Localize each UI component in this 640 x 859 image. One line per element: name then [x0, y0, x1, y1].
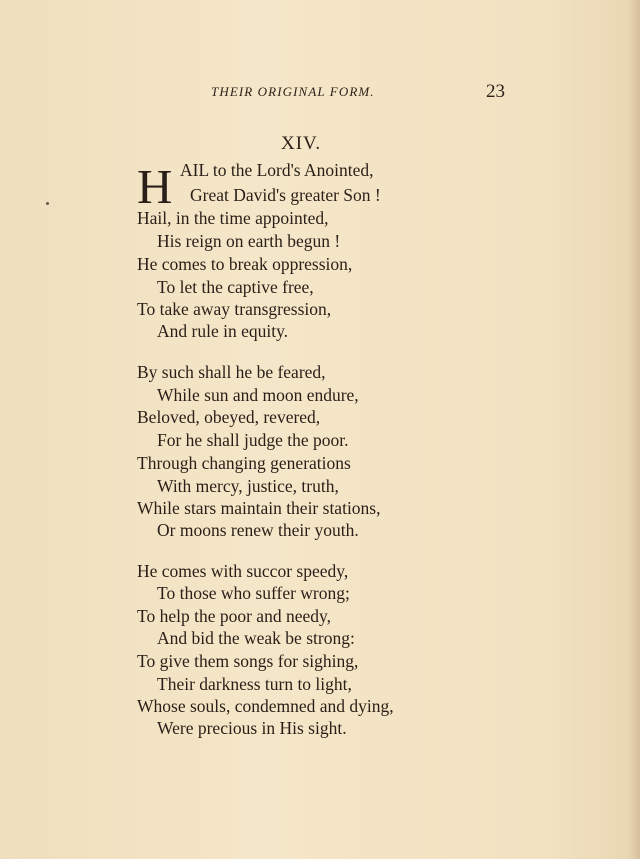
- poem-line: Hail, in the time appointed,: [137, 208, 329, 228]
- poem-line: His reign on earth begun !: [157, 231, 341, 251]
- poem-line: While sun and moon endure,: [157, 385, 359, 405]
- poem-line: AIL to the Lord's Anointed,: [180, 160, 374, 180]
- poem-line: To let the captive free,: [157, 277, 314, 297]
- page-number: 23: [486, 81, 505, 102]
- poem-line: Beloved, obeyed, revered,: [137, 407, 321, 427]
- poem-line: Whose souls, condemned and dying,: [137, 696, 394, 716]
- poem-line: While stars maintain their stations,: [137, 498, 381, 518]
- poem-line: He comes with succor speedy,: [137, 561, 349, 581]
- drop-cap: H: [137, 159, 173, 214]
- running-head: THEIR ORIGINAL FORM.: [211, 84, 375, 99]
- poem-line: To give them songs for sighing,: [137, 651, 359, 671]
- poem-line: Or moons renew their youth.: [157, 520, 359, 540]
- poem-line: Through changing generations: [137, 453, 351, 473]
- poem-line: By such shall he be feared,: [137, 362, 326, 382]
- section-numeral: XIV.: [281, 133, 322, 154]
- poem-line: With mercy, justice, truth,: [157, 476, 339, 496]
- poem-line: Were precious in His sight.: [157, 718, 347, 738]
- poem-line: Great David's greater Son !: [190, 185, 381, 205]
- poem-line: To take away transgression,: [137, 299, 332, 319]
- poem-line: He comes to break oppression,: [137, 254, 353, 274]
- poem-line: And bid the weak be strong:: [157, 628, 355, 648]
- ink-speck: [46, 202, 49, 205]
- poem-line: For he shall judge the poor.: [157, 430, 349, 450]
- poem-line: To those who suffer wrong;: [157, 583, 350, 603]
- page-edge-shadow: [628, 0, 640, 859]
- poem-line: Their darkness turn to light,: [157, 674, 352, 694]
- poem-line: And rule in equity.: [157, 321, 289, 341]
- poem-line: To help the poor and needy,: [137, 606, 331, 626]
